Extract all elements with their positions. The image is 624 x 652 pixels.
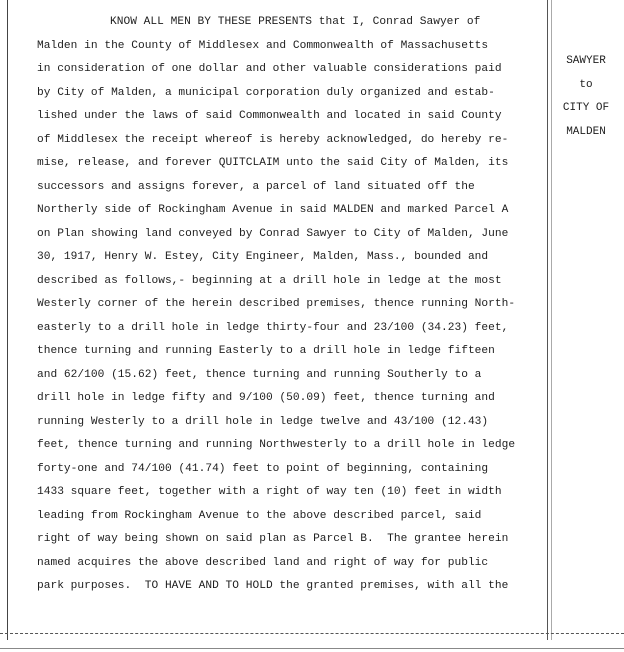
deed-line: in consideration of one dollar and other valuable considerations paid [37, 63, 502, 75]
margin-note-parties [556, 50, 616, 144]
deed-line: 1433 square feet, together with a right of way ten (10) feet in width [37, 486, 502, 498]
deed-line: leading from Rockingham Avenue to the above described parcel, said [37, 509, 482, 522]
deed-line: of Middlesex the receipt whereof is hereby acknowledged, do hereby re- [37, 133, 509, 146]
margin-note-line: to [579, 78, 593, 91]
deed-line: lished under the laws of said Commonwealth and located in said County [37, 110, 502, 122]
deed-line: successors and assigns forever, a parcel of land situated off the [37, 180, 475, 193]
deed-line: park purposes. TO HAVE AND TO HOLD the granted premises, with all the [37, 580, 509, 592]
deed-line: by City of Malden, a municipal corporation duly organized and estab- [37, 86, 495, 99]
deed-line: running Westerly to a drill hole in ledge twelve and 43/100 (12.43) [37, 415, 489, 428]
deed-line: drill hole in ledge fifty and 9/100 (50.09) feet, thence turning and [37, 392, 495, 404]
deed-line: named acquires the above described land and right of way for public [37, 556, 489, 569]
deed-line: easterly to a drill hole in ledge thirty-four and 23/100 (34.23) feet, [37, 321, 509, 334]
deed-line: on Plan showing land conveyed by Conrad Sawyer to City of Malden, June [37, 227, 509, 240]
deed-line: Malden in the County of Middlesex and Commonwealth of Massachusetts [37, 39, 489, 52]
deed-line: feet, thence turning and running Northwesterly to a drill hole in ledge [37, 439, 516, 451]
deed-line: KNOW ALL MEN BY THESE PRESENTS that I, Conrad Sawyer of [110, 16, 481, 28]
deed-line: forty-one and 74/100 (41.74) feet to point of beginning, containing [37, 462, 489, 475]
left-margin-rule [7, 0, 8, 640]
deed-line: thence turning and running Easterly to a drill hole in ledge fifteen [37, 345, 495, 357]
deed-line: Northerly side of Rockingham Avenue in said MALDEN and marked Parcel A [37, 204, 509, 216]
margin-note-line: MALDEN [566, 125, 606, 138]
right-margin-rule [547, 0, 548, 640]
bottom-rule [0, 648, 624, 649]
deed-line: and 62/100 (15.62) feet, thence turning and running Southerly to a [37, 368, 482, 381]
deed-line: right of way being shown on said plan as Parcel B. The grantee herein [37, 533, 509, 545]
bottom-dashed-rule [0, 633, 624, 634]
margin-note-line: CITY OF [562, 102, 610, 114]
deed-line: 30, 1917, Henry W. Estey, City Engineer, Malden, Mass., bounded and [37, 251, 489, 263]
right-margin-rule-secondary [551, 0, 552, 640]
deed-line: described as follows,- beginning at a drill hole in ledge at the most [37, 274, 502, 287]
deed-line: Westerly corner of the herein described premises, thence running North- [37, 298, 516, 310]
margin-note-line: SAWYER [566, 55, 606, 67]
deed-line: mise, release, and forever QUITCLAIM unto the said City of Malden, its [37, 157, 509, 169]
